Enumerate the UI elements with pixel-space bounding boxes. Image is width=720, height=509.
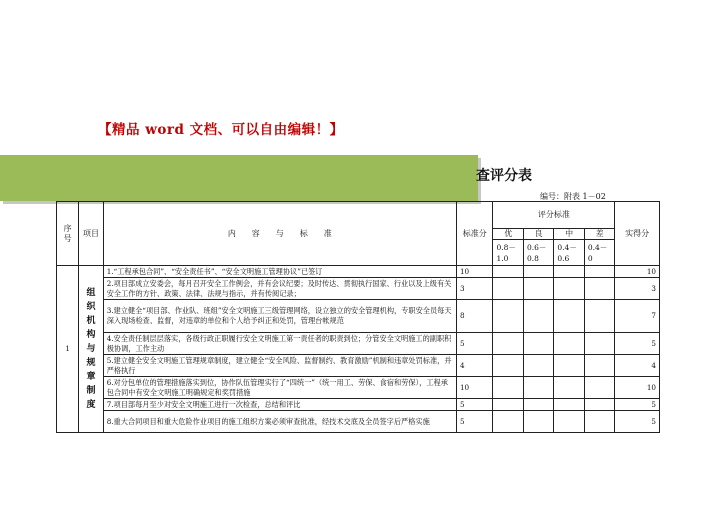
range-poor: 0.4－0 <box>584 240 614 266</box>
seq-header: 序号 <box>57 202 79 266</box>
doc-number: 编号：附表 1－02 <box>540 192 606 201</box>
score-table <box>56 201 660 433</box>
row-actual: 7 <box>615 300 660 333</box>
row-std: 3 <box>456 278 493 300</box>
row-std: 4 <box>456 355 493 377</box>
row-std: 5 <box>456 411 493 433</box>
row-actual: 4 <box>615 355 660 377</box>
row-actual: 3 <box>615 278 660 300</box>
content-header: 内 容 与 标 准 <box>103 202 456 266</box>
row-content: 2.项目部成立安委会，每月召开安全工作例会，并有会议纪要；及时传达、贯彻执行国家、行业以及上级有关安全工作的方针、政策、法律、法规与指示，并有传阅记录； <box>103 278 456 300</box>
range-good: 0.6－0.8 <box>523 240 553 266</box>
row-actual: 10 <box>615 377 660 399</box>
range-excellent: 0.8－1.0 <box>493 240 523 266</box>
grade-poor: 差 <box>584 229 614 240</box>
row-actual: 5 <box>615 333 660 355</box>
row-actual: 10 <box>615 266 660 278</box>
item-header: 项目 <box>79 202 103 266</box>
section-name: 组织机构与规章制度 <box>79 266 103 433</box>
row-actual: 5 <box>615 411 660 433</box>
grade-excellent: 优 <box>493 229 523 240</box>
actual-score-header: 实得分 <box>615 202 660 266</box>
page-title: 查评分表 <box>476 168 532 184</box>
editable-banner: 【精品 word 文档、可以自由编辑！】 <box>98 122 344 138</box>
std-score-header: 标准分 <box>456 202 493 266</box>
grade-fair: 中 <box>554 229 584 240</box>
row-content: 4.安全责任制层层落实，各级行政正职履行安全文明施工第一责任者的职责到位；分管安全文明施工的副职积极协调，工作主动 <box>103 333 456 355</box>
row-std: 5 <box>456 333 493 355</box>
row-content: 3.建立健全“项目部、作业队、班组”安全文明施工三级管理网络，设立独立的安全管理机构，专职安全员每天深入现场检查、监督，对违章的单位和个人给予纠正和处罚，管理台帐规范 <box>103 300 456 333</box>
row-std: 8 <box>456 300 493 333</box>
row-content: 6.对分包单位的管理措施落实到位，协作队伍管理实行了“四统一”（统一用工、劳保、食宿和劳保），工程承包合同中有安全文明施工明确规定和奖罚措施 <box>103 377 456 399</box>
criteria-header: 评分标准 <box>493 202 615 229</box>
row-content: 8.重大合同项目和重大危险作业项目的施工组织方案必须审查批准，经技术交底及全员签字后严格实施 <box>103 411 456 433</box>
row-std: 5 <box>456 399 493 411</box>
section-seq: 1 <box>57 266 79 433</box>
range-fair: 0.4－0.6 <box>554 240 584 266</box>
row-content: 1.“工程承包合同”、“安全责任书”、“安全文明施工管理协议”已签订 <box>103 266 456 278</box>
row-actual: 5 <box>615 399 660 411</box>
row-std: 10 <box>456 266 493 278</box>
row-content: 5.建立健全安全文明施工管理规章制度，建立健全“安全风险、监督制约、教育激励”机制和违章处罚标准，并严格执行 <box>103 355 456 377</box>
green-overlay-box <box>0 155 478 201</box>
row-content: 7.项目部每月至少对安全文明施工进行一次检查，总结和评比 <box>103 399 456 411</box>
grade-good: 良 <box>523 229 553 240</box>
row-std: 10 <box>456 377 493 399</box>
